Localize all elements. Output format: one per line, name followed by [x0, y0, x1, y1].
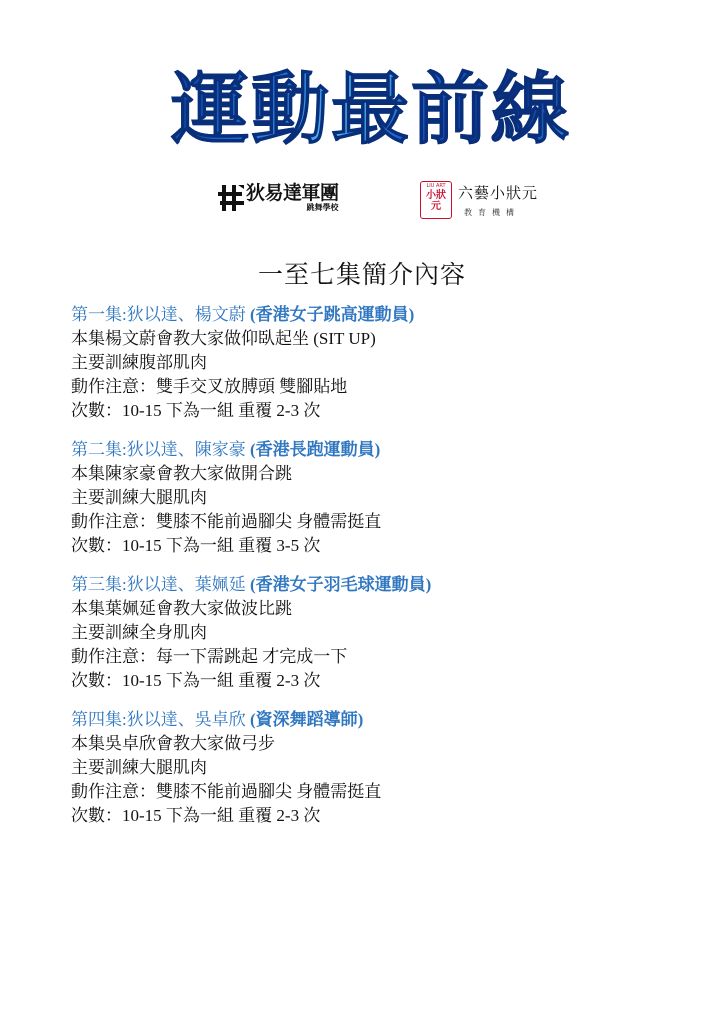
episode-muscles: 主要訓練腹部肌肉	[71, 353, 207, 372]
episode-intro: 本集葉姵延會教大家做波比跳	[71, 599, 292, 618]
episode-heading	[71, 303, 671, 327]
education-org-subtitle: 教育機構	[464, 208, 520, 217]
episode-notes: 動作注意：雙膝不能前過腳尖 身體需挺直	[71, 782, 382, 801]
education-org-name: 六藝小狀元	[458, 184, 539, 202]
episode-heading	[71, 438, 671, 462]
dance-school-subtitle: 跳舞學校	[306, 203, 339, 212]
episode-heading	[71, 708, 671, 732]
episode-reps: 次數：10-15 下為一組 重覆 2-3 次	[71, 806, 321, 825]
episode-role: (資深舞蹈導師)	[249, 710, 364, 729]
seal-stamp-icon	[420, 181, 452, 219]
episode-heading-text: 第一集:狄以達、楊文蔚	[71, 305, 246, 324]
episode-block	[71, 438, 671, 558]
episode-role: (香港女子跳高運動員)	[249, 305, 415, 324]
seal-top-text: LIU ART	[426, 183, 446, 189]
banner-title	[165, 65, 577, 155]
episode-notes: 動作注意：雙膝不能前過腳尖 身體需挺直	[71, 512, 382, 531]
dance-school-name: 狄易達軍團	[246, 182, 339, 204]
episode-muscles: 主要訓練大腿肌肉	[71, 488, 207, 507]
episode-list	[71, 303, 671, 843]
episode-block	[71, 708, 671, 828]
episode-role: (香港女子羽毛球運動員)	[249, 575, 432, 594]
episode-notes: 動作注意：每一下需跳起 才完成一下	[71, 647, 348, 666]
seal-main-text: 小狀元	[426, 190, 446, 212]
episode-heading-text: 第二集:狄以達、陳家豪	[71, 440, 246, 459]
episode-block	[71, 303, 671, 423]
episode-intro: 本集吳卓欣會教大家做弓步	[71, 734, 275, 753]
education-org-logo	[420, 180, 538, 220]
episode-heading-text: 第三集:狄以達、葉姵延	[71, 575, 246, 594]
document-title: 一至七集簡介內容	[257, 262, 466, 289]
dance-school-mark-icon	[218, 183, 244, 213]
episode-block	[71, 573, 671, 693]
episode-reps: 次數：10-15 下為一組 重覆 2-3 次	[71, 401, 321, 420]
episode-notes: 動作注意：雙手交叉放膊頭 雙腳貼地	[71, 377, 348, 396]
episode-heading-text: 第四集:狄以達、吳卓欣	[71, 710, 246, 729]
episode-role: (香港長跑運動員)	[249, 440, 381, 459]
episode-reps: 次數：10-15 下為一組 重覆 3-5 次	[71, 536, 321, 555]
episode-intro: 本集楊文蔚會教大家做仰臥起坐 (SIT UP)	[71, 329, 376, 348]
episode-heading	[71, 573, 671, 597]
banner-title-text: 運動最前線	[170, 65, 571, 155]
episode-muscles: 主要訓練大腿肌肉	[71, 758, 207, 777]
episode-reps: 次數：10-15 下為一組 重覆 2-3 次	[71, 671, 321, 690]
episode-muscles: 主要訓練全身肌肉	[71, 623, 207, 642]
dance-school-logo	[218, 180, 339, 216]
episode-intro: 本集陳家豪會教大家做開合跳	[71, 464, 292, 483]
